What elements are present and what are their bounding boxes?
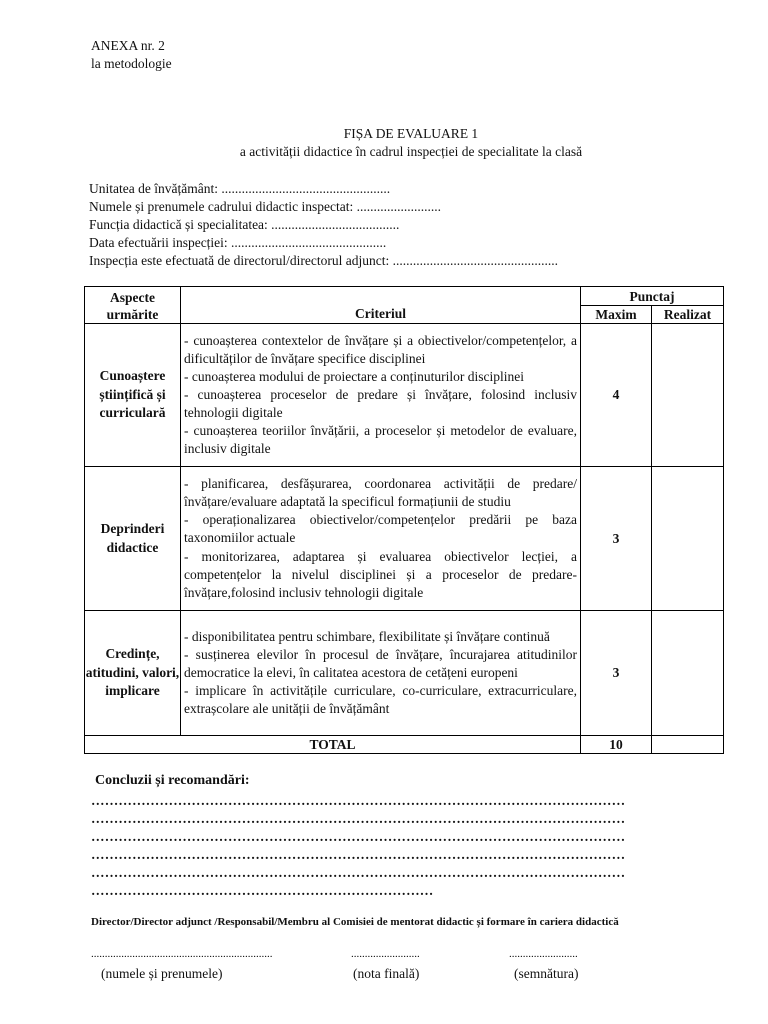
form-title: FIȘA DE EVALUARE 1 [343,126,479,141]
total-row [85,736,724,754]
header-realizat: Realizat [652,306,724,324]
form-subtitle: a activității didactice în cadrul inspecției de specialitate la clasă [239,144,583,159]
aspect-cell: Deprinderi didactice [85,467,181,611]
total-max-score: 10 [581,736,652,754]
dotted-line: ……………………………………………………………………………………………………… [91,865,626,880]
criterion: - cunoașterea proceselor de predare și învățare, folosind inclusiv tehnologii digitale [184,386,577,421]
dotted-line: ……………………………………………………………………………………………………… [91,847,626,862]
grade-line[interactable]: ......................... [351,948,420,960]
annex-number: ANEXA nr. 2 [91,38,165,53]
criterion: - operaționalizarea obiectivelor/competențelor predării pe baza taxonomiilor actuale [184,512,577,546]
table-row [85,324,724,467]
header-maxim: Maxim [581,306,652,324]
realized-score[interactable] [652,324,724,467]
dotted-line: ……………………………………………………………………………………………………… [91,793,626,808]
header-punctaj: Punctaj [581,287,724,306]
criterion: - cunoașterea teoriilor învățării, a proceselor și metodelor de evaluare, inclusiv digitale [184,423,577,457]
field-position: Funcția didactică și specialitatea: ...................................... [89,217,400,232]
table-row [85,611,724,736]
realized-score[interactable] [652,611,724,736]
annex-header [91,37,172,73]
criterion: - cunoașterea contextelor de învățare și a obiectivelor/competențelor, a dificultăților de învățare specifice disciplinei [184,332,577,366]
aspect-cell: Credințe, atitudini, valori, implicare [85,611,181,736]
conclusions-lines[interactable] [91,792,723,900]
header-aspect: Aspecte urmărite [85,287,181,324]
total-realized-score[interactable] [652,736,724,754]
signature-line[interactable]: ......................... [509,948,578,960]
criterion: - susținerea elevilor în procesul de învățare, încurajarea atitudinilor democratice la elevi, în calitatea acestora de cetățeni europeni [184,646,577,680]
field-school: Unitatea de învățământ: .................................................. [89,181,391,196]
criteria-cell [181,324,581,467]
field-date: Data efectuării inspecției: .............................................. [89,235,387,250]
criterion: - disponibilitatea pentru schimbare, flexibilitate și învățare continuă [184,628,550,644]
dotted-line: ……………………………………………………………………………………………………… [91,811,626,826]
signature-role: Director/Director adjunct /Responsabil/Membru al Comisiei de mentorat didactic și formare în cariera didactică [91,916,619,928]
max-score: 3 [581,467,652,611]
field-inspector: Inspecția este efectuată de directorul/directorul adjunct: ................................................. [89,253,558,268]
realized-score[interactable] [652,467,724,611]
criteria-cell [181,611,581,736]
criterion: - monitorizarea, adaptarea și evaluarea obiectivelor lecției, a competențelor la nivelul disciplinei și a proceselor de predare-învățare,folosind inclusiv tehnologii digitale [184,548,577,600]
total-label: TOTAL [85,736,581,754]
max-score: 3 [581,611,652,736]
name-line[interactable]: .................................................................. [91,948,273,960]
grade-label: (nota finală) [353,966,420,981]
criterion: - cunoașterea modului de proiectare a conținuturilor disciplinei [184,368,525,384]
name-label: (numele și prenumele) [101,966,223,981]
dotted-line: ………………………………………………………………… [91,883,434,898]
table-row [85,467,724,611]
document-title [0,125,768,161]
annex-subtitle: la metodologie [91,56,172,71]
max-score: 4 [581,324,652,467]
field-teacher-name: Numele și prenumele cadrului didactic inspectat: ......................... [89,199,442,214]
criterion: - planificarea, desfășurarea, coordonarea activității de predare/învățare/evaluare adaptată la specificul formațiunii de studiu [184,476,577,510]
aspect-cell: Cunoaștere științifică și curriculară [85,324,181,467]
conclusions-label: Concluzii și recomandări: [95,773,250,788]
criterion: - implicare în activitățile curriculare, co-curriculare, extracurriculare, extrașcolare ale unității de învățământ [184,683,577,717]
criteria-cell [181,467,581,611]
evaluation-table [84,286,724,754]
signature-label: (semnătura) [514,966,579,981]
info-fields [89,180,558,270]
dotted-line: ……………………………………………………………………………………………………… [91,829,626,844]
header-criteriu: Criteriul [181,287,581,324]
